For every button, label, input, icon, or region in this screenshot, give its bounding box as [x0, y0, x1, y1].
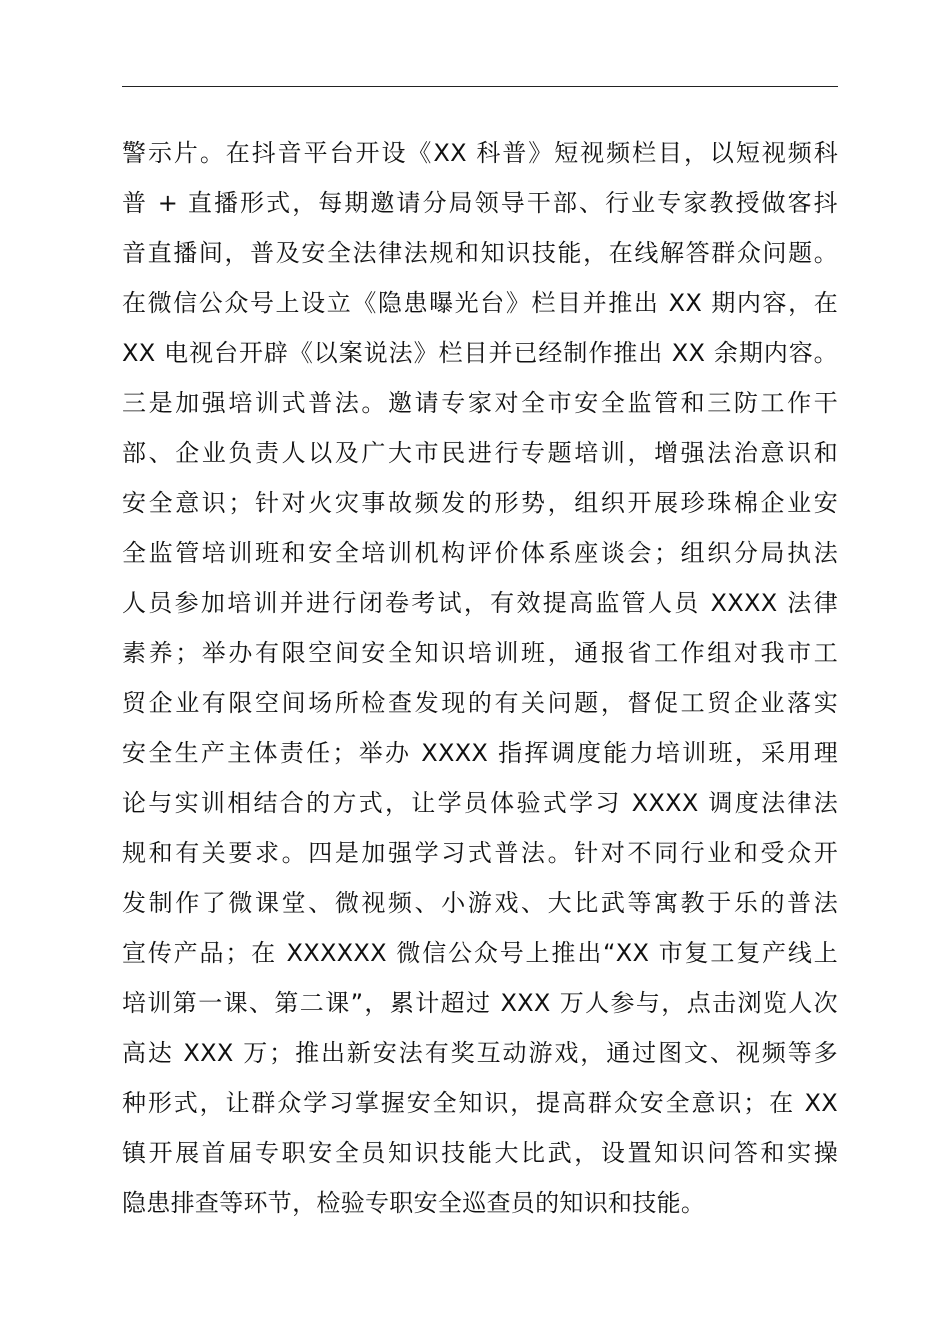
text-line: XX 电视台开辟《以案说法》栏目并已经制作推出 XX 余期内容。: [122, 339, 838, 367]
text-line: 贸企业有限空间场所检查发现的有关问题，督促工贸企业落实: [122, 689, 838, 717]
text-line: 素养；举办有限空间安全知识培训班，通报省工作组对我市工: [122, 639, 838, 667]
text-line: 规和有关要求。四是加强学习式普法。针对不同行业和受众开: [122, 839, 838, 867]
header-divider: [122, 86, 838, 87]
text-line: 论与实训相结合的方式，让学员体验式学习 XXXX 调度法律法: [122, 789, 838, 817]
document-body: [122, 128, 838, 1228]
text-line: 安全意识；针对火灾事故频发的形势，组织开展珍珠棉企业安: [122, 489, 838, 517]
text-line: 警示片。在抖音平台开设《XX 科普》短视频栏目，以短视频科: [122, 139, 838, 167]
text-line-last: 隐患排查等环节，检验专职安全巡查员的知识和技能。: [122, 1189, 706, 1217]
text-line: 全监管培训班和安全培训机构评价体系座谈会；组织分局执法: [122, 539, 838, 567]
text-line: 发制作了微课堂、微视频、小游戏、大比武等寓教于乐的普法: [122, 889, 838, 917]
text-line: 高达 XXX 万；推出新安法有奖互动游戏，通过图文、视频等多: [122, 1039, 838, 1067]
text-line: 宣传产品；在 XXXXXX 微信公众号上推出“XX 市复工复产线上: [122, 939, 838, 967]
text-line: 部、企业负责人以及广大市民进行专题培训，增强法治意识和: [122, 439, 838, 467]
text-line: 三是加强培训式普法。邀请专家对全市安全监管和三防工作干: [122, 389, 838, 417]
text-line: 安全生产主体责任；举办 XXXX 指挥调度能力培训班，采用理: [122, 739, 838, 767]
text-line: 镇开展首届专职安全员知识技能大比武，设置知识问答和实操: [122, 1139, 838, 1167]
text-line: 普 + 直播形式，每期邀请分局领导干部、行业专家教授做客抖: [122, 189, 838, 217]
text-line: 人员参加培训并进行闭卷考试，有效提高监管人员 XXXX 法律: [122, 589, 838, 617]
text-line: 培训第一课、第二课”，累计超过 XXX 万人参与，点击浏览人次: [122, 989, 838, 1017]
text-line: 种形式，让群众学习掌握安全知识，提高群众安全意识；在 XX: [122, 1089, 838, 1117]
text-line: 在微信公众号上设立《隐患曝光台》栏目并推出 XX 期内容，在: [122, 289, 838, 317]
text-line: 音直播间，普及安全法律法规和知识技能，在线解答群众问题。: [122, 239, 838, 267]
